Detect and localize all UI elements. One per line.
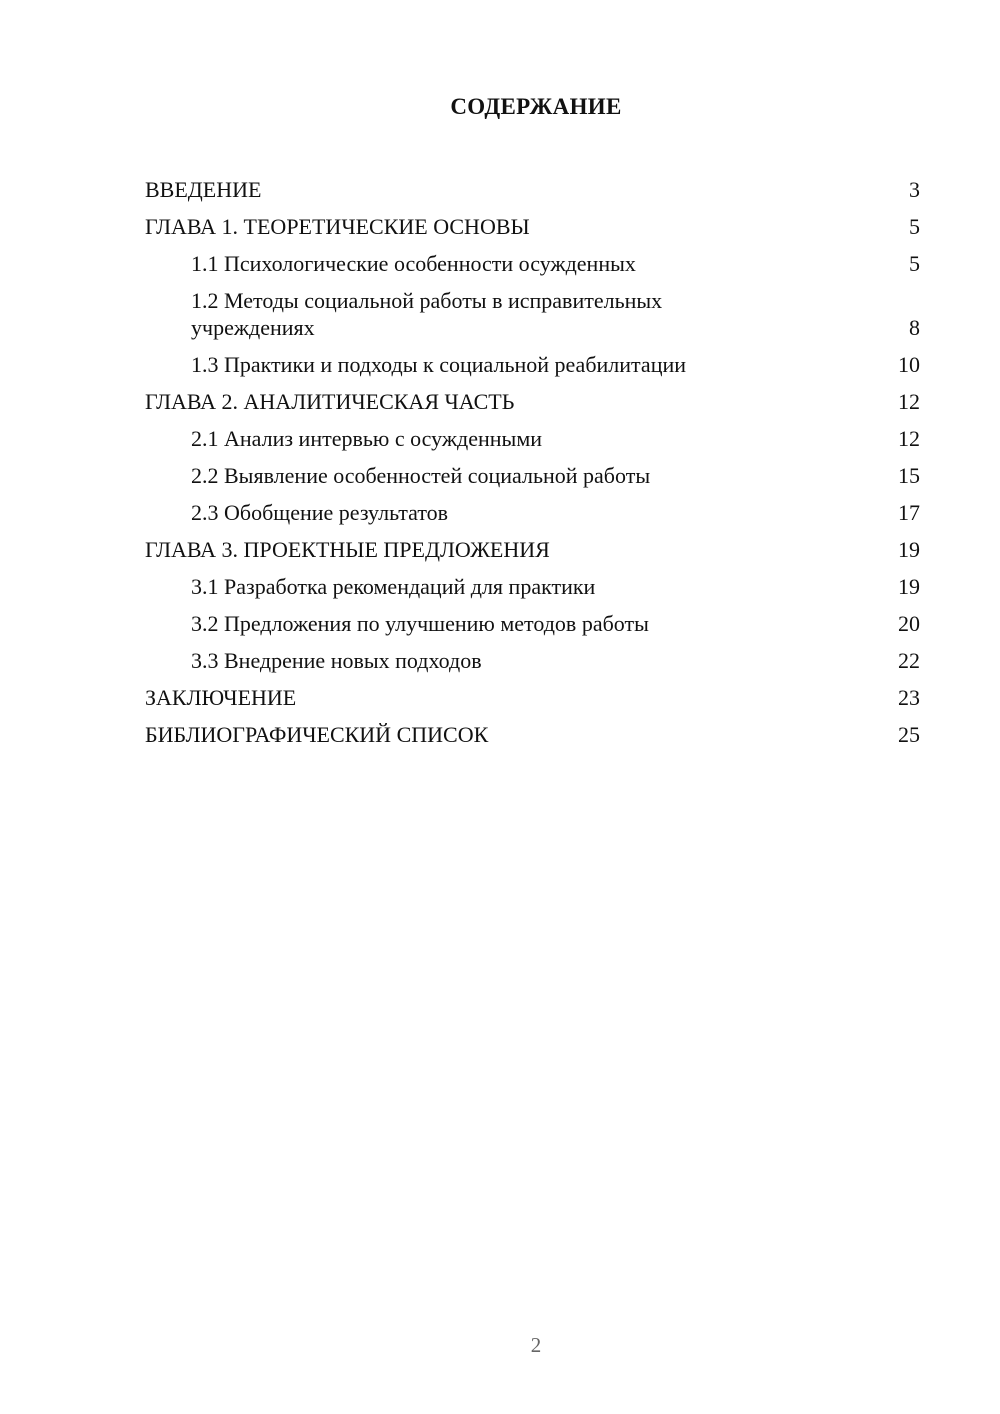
toc-entry-page: 5	[909, 214, 920, 239]
toc-entry-text: ЗАКЛЮЧЕНИЕ	[145, 685, 297, 710]
toc-entry-text: БИБЛИОГРАФИЧЕСКИЙ СПИСОК	[145, 722, 489, 747]
toc-entry-chapter-3[interactable]	[145, 526, 920, 563]
toc-entry-page: 22	[898, 648, 920, 673]
toc-entry-section-1-2[interactable]	[145, 277, 920, 341]
toc-entry-text: 2.1 Анализ интервью с осужденными	[191, 426, 543, 451]
toc-entry-text: 3.2 Предложения по улучшению методов работы	[191, 611, 649, 636]
toc-entry-page: 17	[898, 500, 920, 525]
toc-entry-text: 1.2 Методы социальной работы в исправительных учреждениях	[191, 288, 663, 340]
page-number: 2	[530, 1333, 542, 1357]
toc-entry-text: ГЛАВА 3. ПРОЕКТНЫЕ ПРЕДЛОЖЕНИЯ	[145, 537, 550, 562]
toc-entry-section-1-1[interactable]	[145, 240, 920, 277]
toc-entry-page: 15	[898, 463, 920, 488]
toc-entry-section-1-3[interactable]	[145, 341, 920, 378]
toc-entry-page: 12	[898, 426, 920, 451]
toc-entry-chapter-1[interactable]	[145, 203, 920, 240]
toc-entry-page: 20	[898, 611, 920, 636]
toc-entry-section-3-1[interactable]	[145, 563, 920, 600]
toc-entry-section-3-2[interactable]	[145, 600, 920, 637]
toc-entry-conclusion[interactable]	[145, 674, 920, 711]
toc-entry-text: ГЛАВА 2. АНАЛИТИЧЕСКАЯ ЧАСТЬ	[145, 389, 515, 414]
toc-entry-section-3-3[interactable]	[145, 637, 920, 674]
toc-entry-chapter-2[interactable]	[145, 378, 920, 415]
toc-entry-text: 3.3 Внедрение новых подходов	[191, 648, 482, 673]
toc-entry-page: 12	[898, 389, 920, 414]
toc-entry-page: 5	[909, 251, 920, 276]
toc-entry-page: 8	[909, 315, 920, 340]
toc-entry-text: 2.3 Обобщение результатов	[191, 500, 449, 525]
toc-entry-text: 2.2 Выявление особенностей социальной работы	[191, 463, 651, 488]
toc-entry-page: 10	[898, 352, 920, 377]
toc-entry-section-2-1[interactable]	[145, 415, 920, 452]
page-title: СОДЕРЖАНИЕ	[450, 94, 622, 119]
toc-entry-text: 3.1 Разработка рекомендаций для практики	[191, 574, 596, 599]
toc-entry-text: 1.3 Практики и подходы к социальной реабилитации	[191, 352, 687, 377]
toc-entry-section-2-2[interactable]	[145, 452, 920, 489]
toc-entry-text: ВВЕДЕНИЕ	[145, 177, 262, 202]
table-of-contents	[145, 166, 920, 748]
toc-entry-page: 25	[898, 722, 920, 747]
toc-entry-page: 19	[898, 537, 920, 562]
toc-entry-text: 1.1 Психологические особенности осужденных	[191, 251, 636, 276]
toc-entry-bibliography[interactable]	[145, 711, 920, 748]
toc-entry-page: 19	[898, 574, 920, 599]
toc-entry-introduction[interactable]	[145, 166, 920, 203]
toc-entry-text: ГЛАВА 1. ТЕОРЕТИЧЕСКИЕ ОСНОВЫ	[145, 214, 530, 239]
toc-entry-page: 23	[898, 685, 920, 710]
toc-entry-page: 3	[909, 177, 920, 202]
toc-entry-section-2-3[interactable]	[145, 489, 920, 526]
